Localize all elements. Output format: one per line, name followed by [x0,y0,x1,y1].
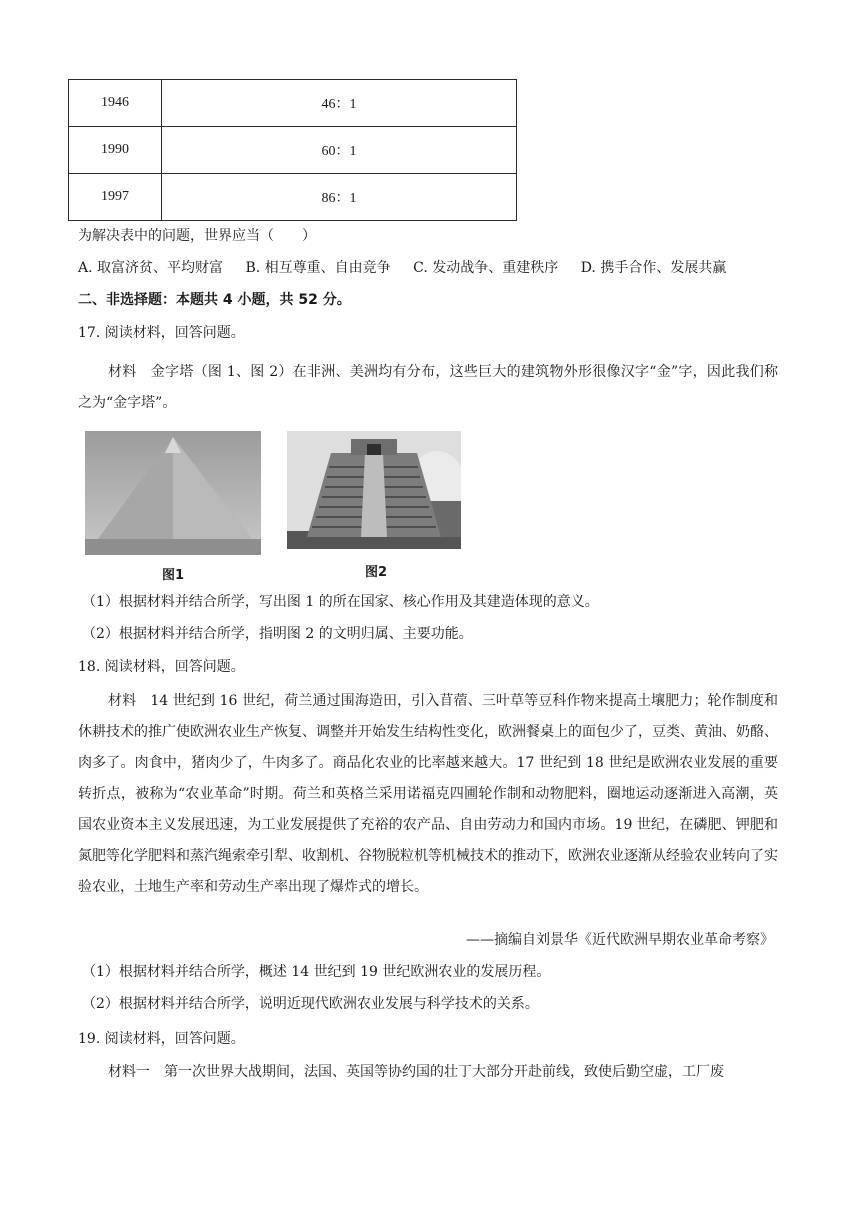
q18-material: 材料 14 世纪到 16 世纪，荷兰通过围海造田，引入苜蓿、三叶草等豆科作物来提高土壤肥力；轮作制度和休耕技术的推广使欧洲农业生产恢复、调整并开始发生结构性变化，欧洲餐桌上的面包少了，豆类、黄油、奶酪、肉多了。肉食中，猪肉少了，牛肉多了。商品化农业的比率越来越大。17 世纪到 18 世纪是欧洲农业发展的重要转折点，被称为“农业革命”时期。荷兰和英格兰采用诺福克四圃轮作制和动物肥料，圈地运动逐渐进入高潮，英国农业资本主义发展迅速，为工业发展提供了充裕的农产品、自由劳动力和国内市场。19 世纪，在磷肥、钾肥和氮肥等化学肥料和蒸汽绳索牵引犁、收割机、谷物脱粒机等机械技术的推动下，欧洲农业逐渐从经验农业转向了实验农业，土地生产率和劳动生产率出现了爆炸式的增长。 [78,693,778,895]
option-a[interactable]: A. 取富济贫、平均财富 [78,260,224,276]
ratio-table [68,79,517,221]
section-title: 二、非选择题：本题共 4 小题，共 52 分。 [78,292,351,308]
q17-stem: 17. 阅读材料，回答问题。 [78,325,245,341]
q17-sub1: （1）根据材料并结合所学，写出图 1 的所在国家、核心作用及其建造体现的意义。 [82,594,599,610]
q19-stem: 19. 阅读材料，回答问题。 [78,1031,245,1047]
q18-source: ——摘编自刘景华《近代欧洲早期农业革命考察》 [466,932,774,948]
q17-sub2: （2）根据材料并结合所学，指明图 2 的文明归属、主要功能。 [82,626,473,642]
ratio-cell: 60：1 [162,127,517,174]
option-d[interactable]: D. 携手合作、发展共赢 [580,260,727,276]
table-row [69,80,517,127]
fig2-caption: 图2 [365,565,388,580]
year-cell: 1946 [69,80,162,127]
ratio-cell: 46：1 [162,80,517,127]
ratio-cell: 86：1 [162,174,517,221]
q16-stem: 为解决表中的问题，世界应当（ ） [78,228,316,244]
pyramid-photo-fig1 [85,431,261,555]
q19-material1: 材料一 第一次世界大战期间，法国、英国等协约国的壮丁大部分开赴前线，致使后勤空虚，工厂废 [108,1064,724,1080]
option-c[interactable]: C. 发动战争、重建秩序 [413,260,559,276]
fig1-caption: 图1 [162,568,185,583]
year-cell: 1990 [69,127,162,174]
q17-material: 材料 金字塔（图 1、图 2）在非洲、美洲均有分布，这些巨大的建筑物外形很像汉字“金”字，因此我们称之为“金字塔”。 [78,364,778,411]
table-row [69,174,517,221]
q18-sub2: （2）根据材料并结合所学，说明近现代欧洲农业发展与科学技术的关系。 [82,996,539,1012]
q18-sub1: （1）根据材料并结合所学，概述 14 世纪到 19 世纪欧洲农业的发展历程。 [82,964,551,980]
pyramid-photo-fig2 [287,431,461,549]
q18-stem: 18. 阅读材料，回答问题。 [78,659,245,675]
option-b[interactable]: B. 相互尊重、自由竞争 [245,260,391,276]
table-row [69,127,517,174]
q16-options [78,258,744,278]
year-cell: 1997 [69,174,162,221]
